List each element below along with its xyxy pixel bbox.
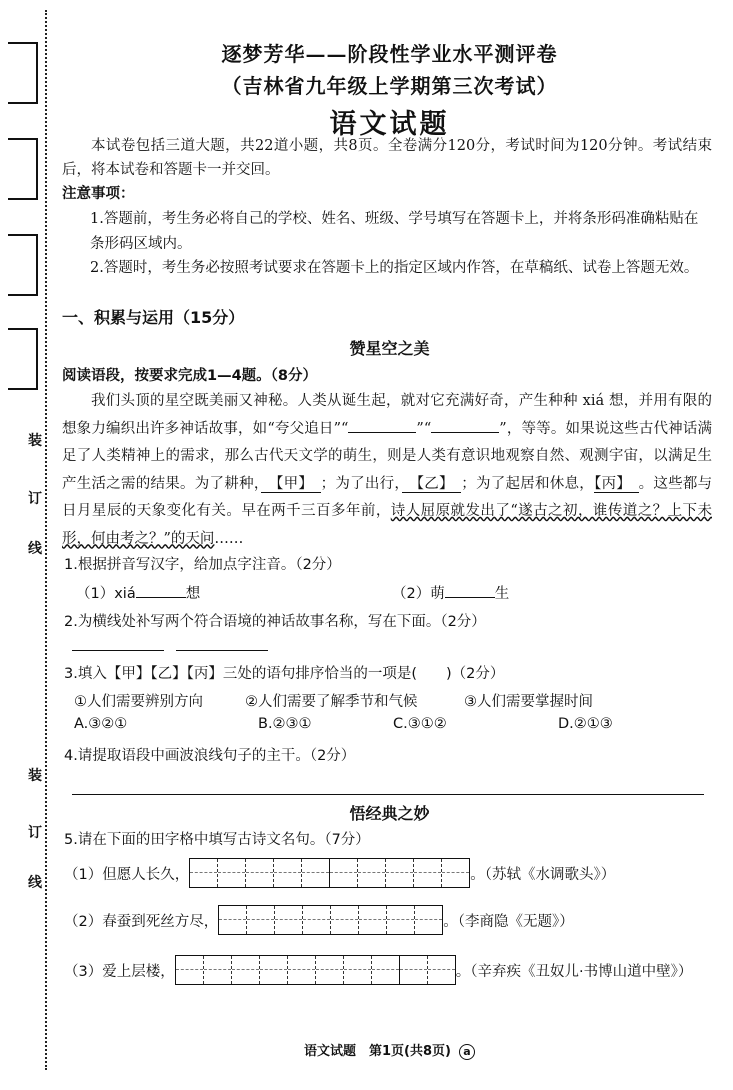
passage-text: 我们头顶的星空既美丽又神秘。人类从诞生起，就对它充满好奇，产生种种 xiá 想，并用有限的想象力编织出许多神话故事，如“夸父追日”“ xyxy=(62,393,712,437)
blank-yi: 【乙】 xyxy=(402,476,461,493)
passage-text: …… xyxy=(214,530,244,547)
answer-blank[interactable] xyxy=(445,583,495,598)
blank-jia: 【甲】 xyxy=(261,476,320,493)
option-1[interactable]: ①人们需要辨别方向 xyxy=(74,694,203,710)
exam-series-title: 逐梦芳华——阶段性学业水平测评卷 xyxy=(221,42,558,66)
binding-char: 装 xyxy=(28,430,42,450)
option-3[interactable]: ③人们需要掌握时间 xyxy=(464,694,593,710)
passage-text: ”，等等。如果说这些古代神话满足了人类精神上的需求，那么古代天文学的萌生，则是人类有意识地观察自然、观测宇宙，以满足生产生活之需的结果。为了耕种， xyxy=(62,420,712,492)
answer-blank[interactable] xyxy=(136,583,186,598)
binding-char: 订 xyxy=(28,822,42,842)
answer-line[interactable] xyxy=(72,794,704,795)
question-1b: （2）萌 生 xyxy=(392,582,509,603)
binding-margin xyxy=(0,0,62,1090)
binding-char: 线 xyxy=(28,872,42,892)
question-4: 4.请提取语段中画波浪线句子的主干。（2分） xyxy=(64,748,356,764)
poem-line-1: （1）但愿人长久， 。（苏轼《水调歌头》） xyxy=(64,858,615,888)
exam-subtitle: （吉林省九年级上学期第三次考试） xyxy=(221,74,558,98)
answer-blank[interactable] xyxy=(348,418,416,433)
subsection-title: 赞星空之美 xyxy=(349,339,430,358)
binding-char: 装 xyxy=(28,765,42,785)
notice-item: 2.答题时，考生务必按照考试要求在答题卡上的指定区域内作答，在草稿纸、试卷上答题无效。 xyxy=(90,260,699,276)
question-3: 3.填入【甲】【乙】【丙】三处的语句排序恰当的一项是( )（2分） xyxy=(64,666,505,682)
answer-line[interactable] xyxy=(72,650,164,651)
question-2: 2.为横线处补写两个符合语境的神话故事名称，写在下面。（2分） xyxy=(64,614,486,630)
choice-d[interactable]: D.②①③ xyxy=(558,716,613,732)
binding-char: 线 xyxy=(28,538,42,558)
option-2[interactable]: ②人们需要了解季节和气候 xyxy=(245,694,418,710)
question-5: 5.请在下面的田字格中填写古诗文名句。（7分） xyxy=(64,832,370,848)
page-title: 语文试题 xyxy=(329,109,450,140)
binding-char: 订 xyxy=(28,488,42,508)
tianzige-grid[interactable] xyxy=(189,858,470,888)
passage-text: ；为了出行， xyxy=(320,475,402,492)
binding-box xyxy=(8,138,38,200)
binding-box xyxy=(8,42,38,104)
answer-blank[interactable] xyxy=(431,418,499,433)
answer-line[interactable] xyxy=(176,650,268,651)
binding-dotted-line xyxy=(45,10,47,1070)
exam-intro: 本试卷包括三道大题，共22道小题，共8页。全卷满分120分，考试时间为120分钟。考试结束后，将本试卷和答题卡一并交回。 xyxy=(62,138,712,178)
page-footer xyxy=(62,1040,717,1060)
choice-a[interactable]: A.③②① xyxy=(74,716,128,732)
poem-line-2: （2）春蚕到死丝方尽， 。（李商隐《无题》） xyxy=(64,905,574,935)
notice-heading: 注意事项： xyxy=(62,186,135,202)
binding-box xyxy=(8,234,38,296)
passage-text: 。这些都与日月星辰的天象变化有关。早在两千三百多年前， xyxy=(62,475,713,519)
notice-item: 1.答题前，考生务必将自己的学校、姓名、班级、学号填写在答题卡上，并将条形码准确粘贴在条形码区域内。 xyxy=(90,211,699,252)
blank-bing: 【丙】 xyxy=(594,476,639,493)
poem-line-3: （3）爱上层楼， 。（辛弃疾《丑奴儿·书博山道中壁》） xyxy=(64,955,692,985)
tianzige-grid[interactable] xyxy=(175,955,456,985)
choice-b[interactable]: B.②③① xyxy=(258,716,312,732)
passage-text: ；为了起居和休息， xyxy=(461,475,595,492)
choice-c[interactable]: C.③①② xyxy=(393,716,447,732)
question-1: 1.根据拼音写汉字，给加点字注音。（2分） xyxy=(64,557,341,573)
instruction: 阅读语段，按要求完成1—4题。（8分） xyxy=(62,368,318,384)
subsection-title: 悟经典之妙 xyxy=(349,804,430,823)
section-heading: 一、积累与运用（15分） xyxy=(62,308,245,327)
passage-text: ”“ xyxy=(416,420,432,437)
question-1a: （1）xiá 想 xyxy=(76,582,200,603)
reading-passage xyxy=(62,388,712,553)
tianzige-grid[interactable] xyxy=(218,905,443,935)
page-number: 语文试题 第1页(共8页) xyxy=(304,1044,451,1059)
wavy-underlined-sentence: 诗人屈原就发出了“遂古之初，谁传道之？上下未形，何由考之？”的天问 xyxy=(62,503,712,547)
binding-box xyxy=(8,328,38,390)
version-badge: a xyxy=(459,1044,475,1060)
